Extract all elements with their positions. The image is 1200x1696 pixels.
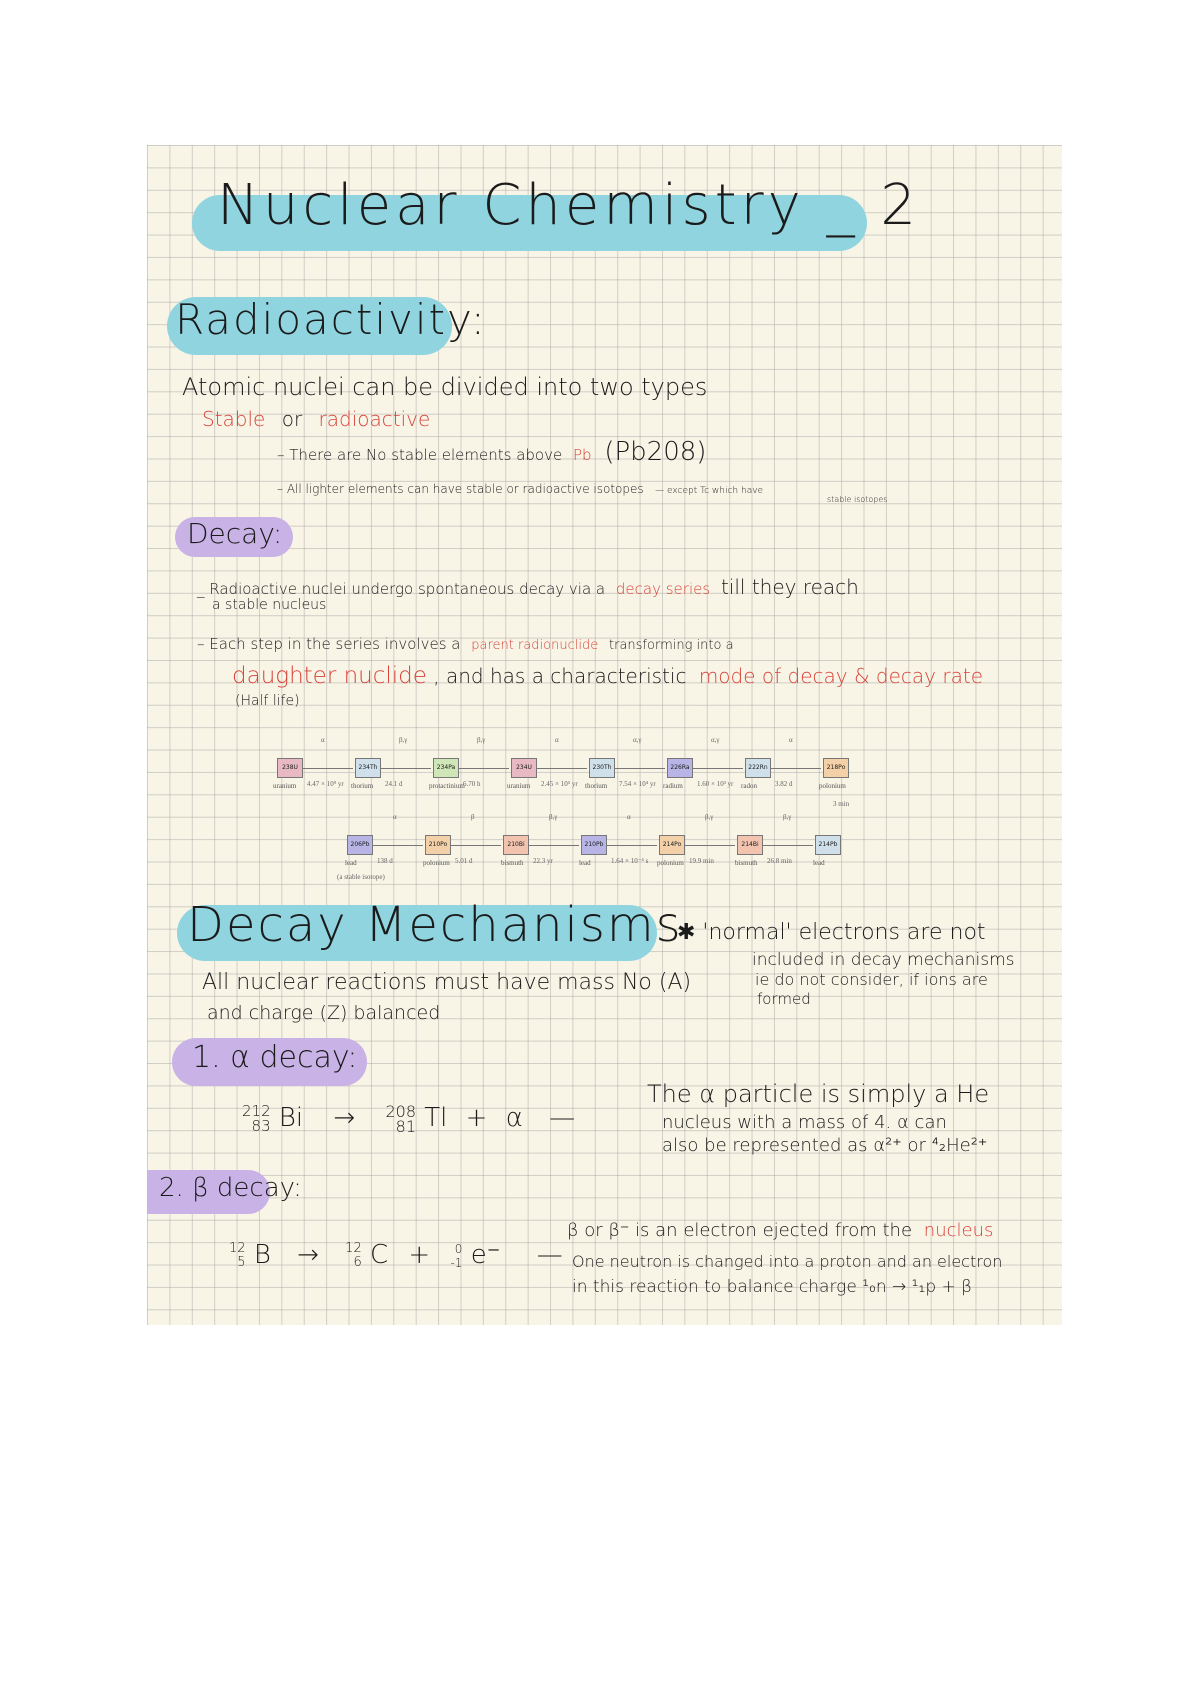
text: – Each step in the series involves a bbox=[197, 635, 461, 653]
mode-of-decay-term: mode of decay & decay rate bbox=[698, 664, 983, 688]
text: transforming into a bbox=[609, 638, 734, 653]
nuclide-name: protactinium bbox=[429, 782, 465, 790]
page-title: Nuclear Chemistry _ 2 bbox=[217, 173, 921, 238]
alpha-heading: 1. α decay: bbox=[192, 1040, 358, 1075]
product-mass-number: 208 bbox=[385, 1101, 417, 1121]
uranium-decay-series-diagram bbox=[273, 723, 897, 888]
bullet-text: – There are No stable elements above bbox=[277, 446, 563, 464]
half-life: 24.1 d bbox=[385, 780, 403, 788]
nuclide-box: 226Ra bbox=[667, 758, 693, 778]
nuclide-name: thorium bbox=[585, 782, 608, 790]
reactant-atomic-number: 83 bbox=[251, 1116, 271, 1135]
nuclide-name: radium bbox=[663, 782, 683, 790]
reaction-arrow: → bbox=[297, 1240, 319, 1270]
nuclide-name: thorium bbox=[351, 782, 374, 790]
nuclide-box: 210Pb bbox=[581, 835, 607, 855]
nucleus-term: nucleus bbox=[923, 1220, 994, 1241]
decay-arrow bbox=[537, 768, 587, 769]
beta-equation bbox=[229, 1240, 563, 1270]
mechanisms-heading: Decay Mechanisms bbox=[187, 897, 683, 953]
types-line bbox=[202, 407, 430, 431]
electron-symbol: e⁻ bbox=[470, 1240, 501, 1270]
radioactivity-heading: Radioactivity: bbox=[175, 295, 487, 344]
plus-sign: + bbox=[465, 1103, 488, 1133]
side-time-note: 3 min bbox=[833, 800, 850, 808]
nuclide-box: 218Po bbox=[823, 758, 849, 778]
decay-mode: β bbox=[471, 813, 475, 821]
half-life: 6.70 h bbox=[463, 780, 481, 788]
product-mass-number: 12 bbox=[345, 1240, 362, 1256]
decay-mode: α bbox=[555, 736, 559, 744]
decay-line-1b: a stable nucleus bbox=[212, 597, 327, 613]
decay-mode: β,γ bbox=[705, 813, 714, 821]
nuclide-name: uranium bbox=[507, 782, 531, 790]
text: _ Radioactive nuclei undergo spontaneous decay via a bbox=[197, 580, 606, 598]
half-life: 26.8 min bbox=[767, 857, 792, 865]
electron-mass-number: 0 bbox=[454, 1241, 463, 1256]
decay-mode: α bbox=[321, 736, 325, 744]
half-life: 2.45 × 10⁵ yr bbox=[541, 780, 578, 788]
balance-rule-2: and charge (Z) balanced bbox=[207, 1002, 441, 1024]
dash: — bbox=[536, 1240, 563, 1270]
alpha-note-3: also be represented as α²⁺ or ⁴₂He²⁺ bbox=[662, 1135, 988, 1156]
bullet-text: – All lighter elements can have stable or radioactive isotopes bbox=[277, 482, 644, 496]
radioactivity-intro: Atomic nuclei can be divided into two types bbox=[182, 373, 708, 401]
stable-word: Stable bbox=[202, 407, 266, 431]
nuclide-name: lead bbox=[579, 859, 591, 867]
nuclide-name: bismuth bbox=[501, 859, 524, 867]
half-life: 4.47 × 10⁹ yr bbox=[307, 780, 344, 788]
decay-arrow bbox=[373, 845, 423, 846]
half-life: 1.64 × 10⁻⁴ s bbox=[611, 857, 649, 865]
dash: — bbox=[549, 1103, 576, 1133]
star-note-1: ✱ 'normal' electrons are not bbox=[677, 920, 986, 945]
nuclide-name: polonium bbox=[423, 859, 450, 867]
decay-mode: β,γ bbox=[783, 813, 792, 821]
beta-note-2: One neutron is changed into a proton and an electron bbox=[572, 1252, 1003, 1271]
decay-arrow bbox=[771, 768, 821, 769]
decay-mode: β,γ bbox=[477, 736, 486, 744]
half-life: 138 d bbox=[377, 857, 393, 865]
nuclide-box: 234Th bbox=[355, 758, 381, 778]
decay-line-1 bbox=[197, 575, 859, 599]
decay-heading: Decay: bbox=[187, 517, 283, 550]
nuclide-box: 230Th bbox=[589, 758, 615, 778]
half-life: 3.82 d bbox=[775, 780, 793, 788]
radioactive-word: radioactive bbox=[318, 407, 431, 431]
nuclide-box: 214Bi bbox=[737, 835, 763, 855]
nuclide-name: bismuth bbox=[735, 859, 758, 867]
text: till they reach bbox=[720, 575, 859, 599]
decay-mode: β,γ bbox=[549, 813, 558, 821]
alpha-note-2: nucleus with a mass of 4. α can bbox=[662, 1112, 947, 1133]
alpha-particle: α bbox=[505, 1103, 523, 1133]
decay-mode: α bbox=[627, 813, 631, 821]
text: β or β⁻ is an electron ejected from the bbox=[567, 1220, 913, 1241]
star-note-2: included in decay mechanisms bbox=[752, 950, 1015, 970]
nuclide-box: 238U bbox=[277, 758, 303, 778]
half-life: 19.9 min bbox=[689, 857, 714, 865]
plus-sign: + bbox=[408, 1240, 431, 1270]
decay-arrow bbox=[615, 768, 665, 769]
nuclide-box: 206Pb bbox=[347, 835, 373, 855]
nuclide-box: 214Po bbox=[659, 835, 685, 855]
stable-isotope-note: (a stable isotope) bbox=[337, 873, 385, 881]
parent-radionuclide-term: parent radionuclide bbox=[471, 638, 599, 653]
bullet-no-stable bbox=[277, 437, 706, 467]
reaction-arrow: → bbox=[333, 1103, 356, 1133]
reactant-symbol: B bbox=[253, 1240, 271, 1270]
nuclide-box: 222Rn bbox=[745, 758, 771, 778]
nuclide-box: 210Bi bbox=[503, 835, 529, 855]
beta-note-1 bbox=[567, 1220, 993, 1241]
nuclide-name: radon bbox=[741, 782, 757, 790]
reactant-mass-number: 12 bbox=[229, 1240, 246, 1256]
pb208-label: (Pb208) bbox=[604, 437, 707, 467]
star-note-3: ie do not consider, if ions are bbox=[755, 970, 988, 989]
decay-arrow bbox=[303, 768, 353, 769]
decay-line-2 bbox=[197, 635, 734, 653]
decay-arrow bbox=[381, 768, 431, 769]
daughter-nuclide-term: daughter nuclide bbox=[232, 663, 427, 689]
nuclide-box: 234U bbox=[511, 758, 537, 778]
text: , and has a characteristic bbox=[433, 664, 687, 688]
decay-mode: α,γ bbox=[633, 736, 642, 744]
decay-arrow bbox=[459, 768, 509, 769]
product-symbol: C bbox=[369, 1240, 389, 1270]
decay-line-3 bbox=[232, 663, 983, 689]
half-life: 22.3 yr bbox=[533, 857, 553, 865]
product-atomic-number: 6 bbox=[353, 1254, 362, 1270]
half-life: 1.60 × 10³ yr bbox=[697, 780, 734, 788]
nuclide-name: lead bbox=[813, 859, 825, 867]
product-symbol: Tl bbox=[424, 1103, 448, 1133]
nuclide-name: polonium bbox=[657, 859, 684, 867]
alpha-equation bbox=[242, 1103, 575, 1134]
decay-mode: α bbox=[393, 813, 397, 821]
nuclide-box: 210Po bbox=[425, 835, 451, 855]
half-life: 7.54 × 10⁴ yr bbox=[619, 780, 656, 788]
except-note: — except Tc which have bbox=[655, 486, 764, 496]
nuclide-name: polonium bbox=[819, 782, 846, 790]
half-life: 5.01 d bbox=[455, 857, 473, 865]
product-atomic-number: 81 bbox=[395, 1116, 417, 1136]
nuclide-name: uranium bbox=[273, 782, 297, 790]
decay-arrow bbox=[763, 845, 813, 846]
bullet-lighter-elements bbox=[277, 482, 763, 496]
alpha-note-1: The α particle is simply a He bbox=[647, 1080, 990, 1108]
except-note-2: stable isotopes bbox=[827, 495, 888, 504]
pb-label: Pb bbox=[572, 446, 592, 464]
half-life-note: (Half life) bbox=[235, 693, 300, 709]
star-note-4: formed bbox=[757, 990, 811, 1008]
nuclide-name: lead bbox=[345, 859, 357, 867]
or-word: or bbox=[281, 407, 303, 431]
balance-rule-1: All nuclear reactions must have mass No (A) bbox=[202, 970, 692, 995]
decay-mode: α bbox=[789, 736, 793, 744]
decay-arrow bbox=[693, 768, 743, 769]
decay-arrow bbox=[529, 845, 579, 846]
decay-mode: β,γ bbox=[399, 736, 408, 744]
reactant-symbol: Bi bbox=[278, 1103, 304, 1133]
beta-heading: 2. β decay: bbox=[159, 1173, 302, 1203]
beta-note-3: in this reaction to balance charge ¹₀n → ¹₁p + β bbox=[572, 1277, 973, 1297]
decay-arrow bbox=[685, 845, 735, 846]
electron-charge-number: -1 bbox=[450, 1255, 463, 1270]
reactant-mass-number: 212 bbox=[242, 1101, 271, 1120]
decay-mode: α,γ bbox=[711, 736, 720, 744]
reactant-atomic-number: 5 bbox=[237, 1254, 246, 1270]
decay-arrow bbox=[607, 845, 657, 846]
nuclide-box: 214Pb bbox=[815, 835, 841, 855]
nuclide-box: 234Pa bbox=[433, 758, 459, 778]
notebook-page bbox=[147, 145, 1062, 1325]
decay-arrow bbox=[451, 845, 501, 846]
decay-series-term: decay series bbox=[615, 580, 711, 598]
